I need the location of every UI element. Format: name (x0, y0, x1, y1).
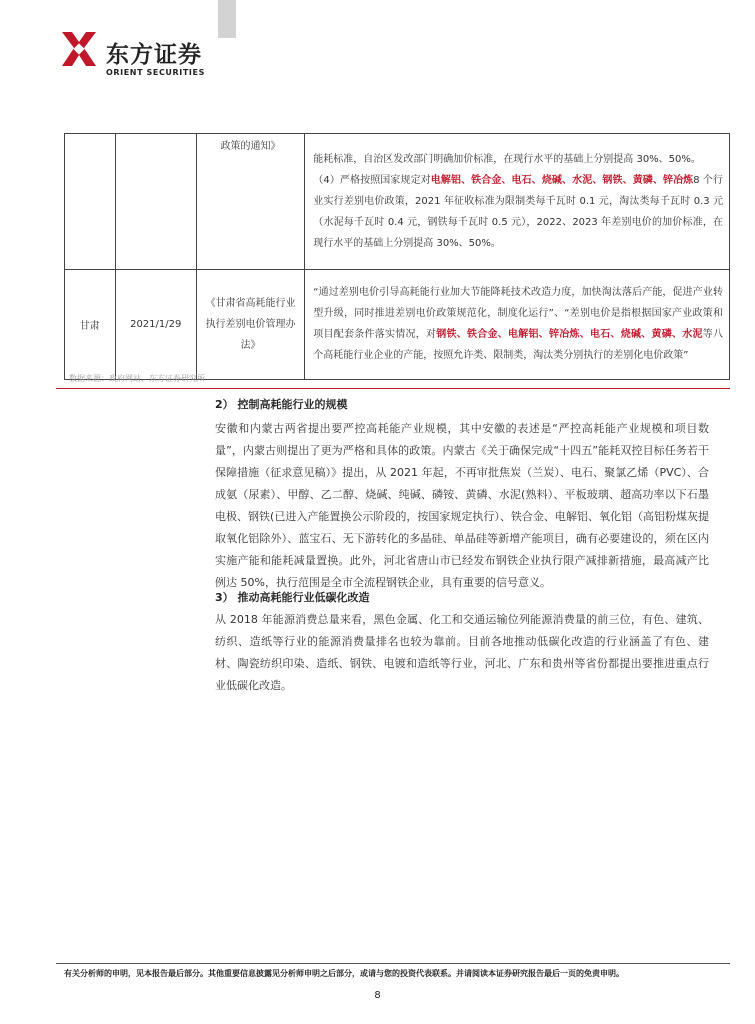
footer-divider (56, 963, 730, 964)
highlighted-industries: 钢铁、铁合金、电解铝、锌冶炼、电石、烧碱、黄磷、水泥 (436, 329, 703, 340)
orient-x-logo-icon (56, 28, 102, 74)
section-heading: 2） 控制高耗能行业的规模 (215, 398, 348, 411)
table-row (65, 134, 730, 270)
logo-chinese-name: 东方证券 (106, 42, 202, 68)
section-body: 安徽和内蒙古两省提出要严控高耗能产业规模，其中安徽的表述是“严控高耗能产业规模和项目数量”，内蒙古则提出了更为严格和具体的政策。内蒙古《关于确保完成“十四五”能耗双控目标任务若干保障措施（征求意见稿）》提出，从 2021 年起，不再审批焦炭（兰炭）、电石、聚氯乙烯（PVC）、合成氨（尿素）、甲醇、乙二醇、烧碱、纯碱、磷铵、黄磷、水泥(熟料）、平板玻璃、超高功率以下石墨电极、钢铁(已进入产能置换公示阶段的，按国家规定执行）、铁合金、电解铝、氧化铝（高铝粉煤灰提取氧化铝除外）、蓝宝石、无下游转化的多晶硅、单晶硅等新增产能项目，确有必要建设的，须在区内实施产能和能耗减量置换。此外，河北省唐山市已经发布钢铁企业执行限产减排新措施，最高减产比例达 50%，执行范围是全市全流程钢铁企业，具有重要的信号意义。 (215, 422, 709, 589)
section-heading: 3） 推动高耗能行业低碳化改造 (215, 591, 370, 604)
policy-text: 能耗标准，自治区发改部门明确加价标准，在现行水平的基础上分别提高 30%、50%。 (313, 153, 701, 165)
date-cell: 2021/1/29 (115, 270, 196, 380)
section-divider (56, 388, 730, 389)
policy-content-cell: “通过差别电价引导高耗能行业加大节能降耗技术改造力度，加快淘汰落后产能，促进产业转型升级，同时推进差别电价政策规范化，制度化运行”、“差别电价是指根据国家产业政策和项目配套条件落实情况，对钢铁、铁合金、电解铝、锌冶炼、电石、烧碱、黄磷、水泥等八个高耗能行业企业的产能，按照允许类、限制类，淘汰类分别执行的差别化电价政策” (305, 270, 730, 380)
policy-text: （4）严格按照国家规定对电解铝、铁合金、电石、烧碱、水泥、钢铁、黄磷、锌冶炼8 个行业实行差别电价政策，2021 年征收标准为限制类每千瓦时 0.1 元，淘汰类每千瓦时 0.3 元（水泥每千瓦时 0.4 元，钢铁每千瓦时 0.5 元），2022、2023 年差别电价的加价标准，在现行水平的基础上分别提高 30%、50%。 (313, 174, 723, 249)
policy-content-cell (305, 134, 730, 270)
region-cell: 甘肃 (65, 270, 116, 380)
policy-title-cell: 《甘肃省高耗能行业执行差别电价管理办法》 (196, 270, 304, 380)
data-source: 数据来源：政府网站、东方证券研究所 (69, 374, 205, 383)
footer-disclaimer: 有关分析师的申明，见本报告最后部分。其他重要信息披露见分析师申明之后部分，或请与您的投资代表联系。并请阅读本证券研究报告最后一页的免责申明。 (64, 969, 624, 978)
policy-title-cell: 政策的通知》 (196, 134, 304, 270)
highlighted-industries: 电解铝、铁合金、电石、烧碱、水泥、钢铁、黄磷、锌冶炼 (430, 174, 694, 186)
logo-english-name: ORIENT SECURITIES (106, 68, 205, 77)
page-number: 8 (374, 990, 381, 1001)
section-body: 从 2018 年能源消费总量来看，黑色金属、化工和交通运输位列能源消费量的前三位，有色、建筑、纺织、造纸等行业的能源消费量排名也较为靠前。目前各地推动低碳化改造的行业涵盖了有色、建材、陶瓷纺织印染、造纸、钢铁、电镀和造纸等行业，河北、广东和贵州等省份都提出要推进重点行业低碳化改造。 (215, 613, 709, 692)
policy-table (64, 133, 730, 380)
date-cell (115, 134, 196, 270)
header-corner-bar (218, 0, 236, 38)
region-cell (65, 134, 116, 270)
company-logo (56, 28, 216, 88)
table-row (65, 270, 730, 380)
